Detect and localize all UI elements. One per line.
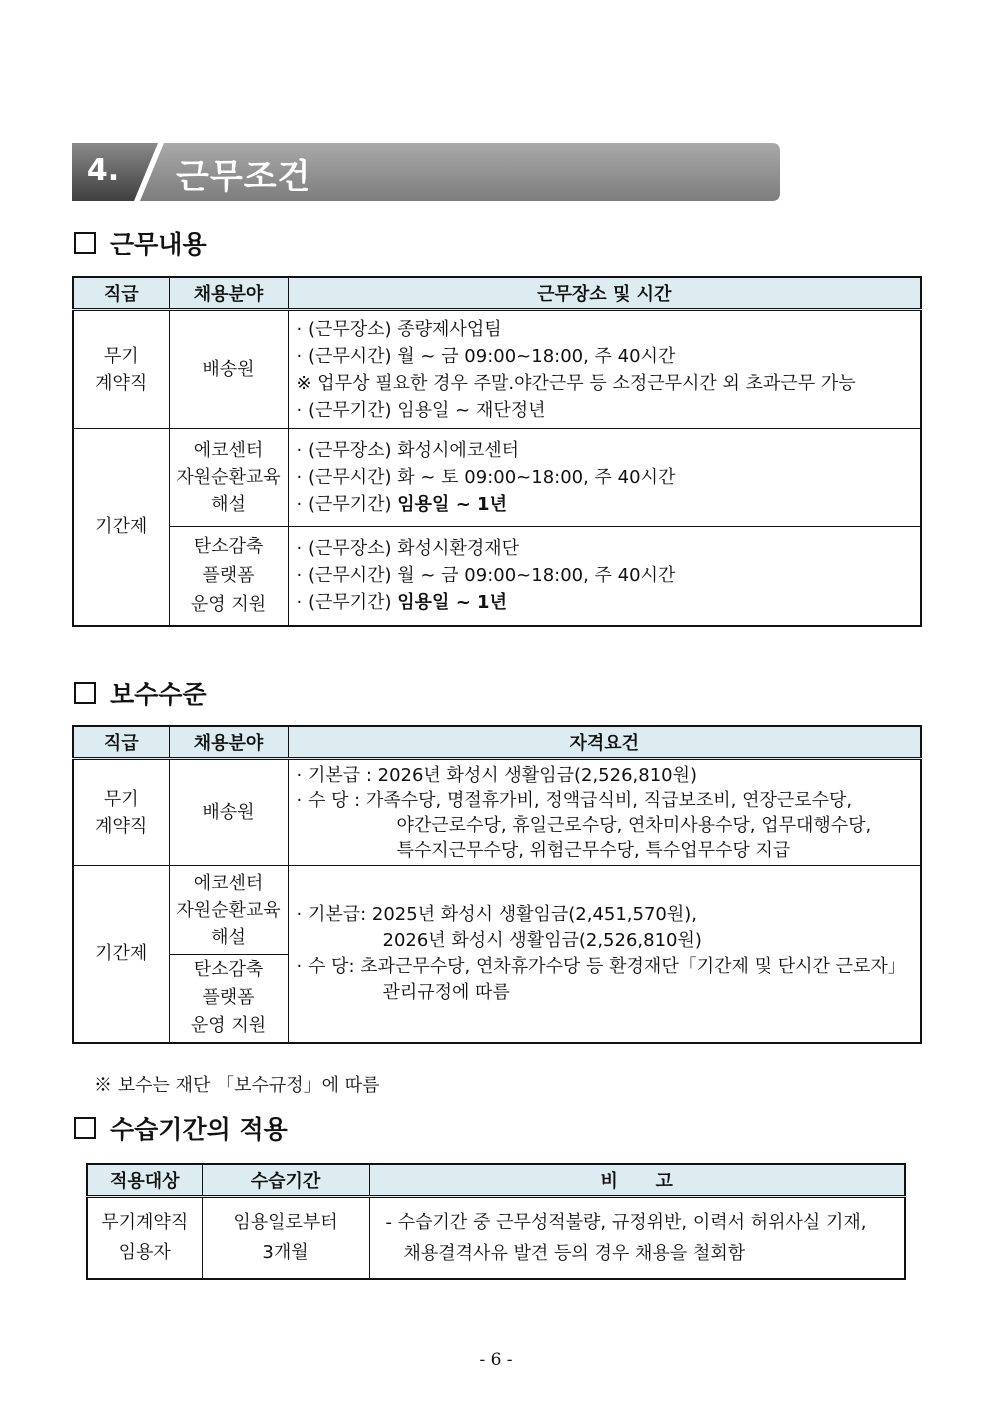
header-place-time: 근무장소 및 시간 (288, 277, 921, 310)
probation-table (86, 1163, 906, 1280)
section-title: 보수수준 (110, 680, 207, 709)
page-number: - 6 - (479, 1350, 513, 1370)
pay-table (72, 725, 922, 1044)
period-value: 임용일 ~ 1년 (397, 592, 507, 614)
remark-line: - 수습기간 중 근무성적불량, 규정위반, 이력서 허위사실 기재, (385, 1211, 867, 1233)
period-label: · (근무기간) (296, 494, 398, 515)
checkbox-square-icon (74, 1117, 96, 1139)
header-field: 채용분야 (169, 277, 288, 310)
banner-title: 근무조건 (176, 157, 312, 197)
table-row (87, 1197, 905, 1279)
header-grade: 직급 (73, 726, 169, 759)
cell-grade: 기간제 (73, 866, 169, 1043)
cell-period: 임용일로부터 3개월 (202, 1197, 369, 1279)
period-label: · (근무기간) (296, 592, 398, 614)
cell-field: 탄소감축 플랫폼 운영 지원 (169, 955, 288, 1043)
cell-field: 배송원 (169, 759, 288, 866)
checkbox-square-icon (74, 232, 96, 254)
detail-line: · (근무시간) 월 ~ 금 09:00~18:00, 주 40시간 (296, 565, 676, 587)
detail-line: · (근무장소) 화성시에코센터 (296, 440, 519, 461)
header-target: 적용대상 (87, 1164, 202, 1197)
cell-grade: 기간제 (73, 429, 169, 626)
table-row (73, 527, 921, 626)
cell-detail (288, 429, 921, 527)
detail-line: · (근무장소) 종량제사업팀 (296, 318, 502, 340)
detail-line: 관리규정에 따름 (382, 981, 510, 1003)
section-title: 수습기간의 적용 (110, 1115, 288, 1144)
cell-remark (369, 1197, 905, 1279)
detail-line: · 수 당 : 가족수당, 명절휴가비, 정액급식비, 직급보조비, 연장근로수당, (296, 789, 853, 811)
detail-line (297, 589, 921, 616)
pay-note: ※ 보수는 재단 「보수규정」에 따름 (94, 1075, 380, 1096)
cell-detail (288, 866, 921, 1043)
table-row (73, 429, 921, 527)
header-field: 채용분야 (169, 726, 288, 759)
cell-detail (288, 759, 921, 866)
cell-field: 에코센터 자원순환교육 해설 (169, 866, 288, 955)
detail-line: · (근무시간) 월 ~ 금 09:00~18:00, 주 40시간 (296, 345, 676, 367)
header-grade: 직급 (73, 277, 169, 310)
checkbox-square-icon (74, 682, 96, 704)
remark-line: 채용결격사유 발견 등의 경우 채용을 철회함 (403, 1242, 746, 1264)
detail-line: 특수지근무수당, 위험근무수당, 특수업무수당 지급 (396, 839, 791, 861)
detail-line (297, 491, 921, 518)
detail-line: · 기본급: 2025년 화성시 생활임금(2,451,570원), (296, 903, 698, 925)
detail-line: · (근무장소) 화성시환경재단 (296, 538, 519, 560)
period-value: 임용일 ~ 1년 (397, 494, 507, 515)
detail-line: · (근무기간) 임용일 ~ 재단정년 (296, 399, 546, 421)
cell-field: 에코센터 자원순환교육 해설 (169, 429, 288, 527)
cell-grade: 무기 계약직 (73, 759, 169, 866)
detail-line: ※ 업무상 필요한 경우 주말.야간근무 등 소정근무시간 외 초과근무 가능 (296, 372, 856, 394)
section-heading-pay (74, 675, 207, 711)
section-heading-probation (74, 1110, 288, 1146)
work-content-table (72, 276, 922, 627)
cell-detail (288, 310, 921, 429)
detail-line: · 수 당: 초과근무수당, 연차휴가수당 등 환경재단「기간제 및 단시간 근로자」 (296, 955, 906, 977)
detail-line: 2026년 화성시 생활임금(2,526,810원) (382, 929, 702, 951)
detail-line: 야간근로수당, 휴일근로수당, 연차미사용수당, 업무대행수당, (396, 814, 872, 836)
section-heading-work (74, 225, 207, 261)
section-banner (72, 143, 780, 201)
header-period: 수습기간 (202, 1164, 369, 1197)
cell-field: 탄소감축 플랫폼 운영 지원 (169, 527, 288, 626)
cell-detail (288, 527, 921, 626)
section-title: 근무내용 (110, 230, 207, 259)
detail-line: · 기본급 : 2026년 화성시 생활임금(2,526,810원) (296, 764, 698, 786)
cell-target: 무기계약직 임용자 (87, 1197, 202, 1279)
header-qualification: 자격요건 (288, 726, 921, 759)
detail-line: · (근무시간) 화 ~ 토 09:00~18:00, 주 40시간 (296, 467, 676, 488)
banner-number: 4. (86, 153, 120, 188)
table-row (73, 759, 921, 866)
table-row (73, 310, 921, 429)
table-row (73, 866, 921, 955)
cell-field: 배송원 (169, 310, 288, 429)
header-remark: 비 고 (369, 1164, 905, 1197)
cell-grade: 무기 계약직 (73, 310, 169, 429)
